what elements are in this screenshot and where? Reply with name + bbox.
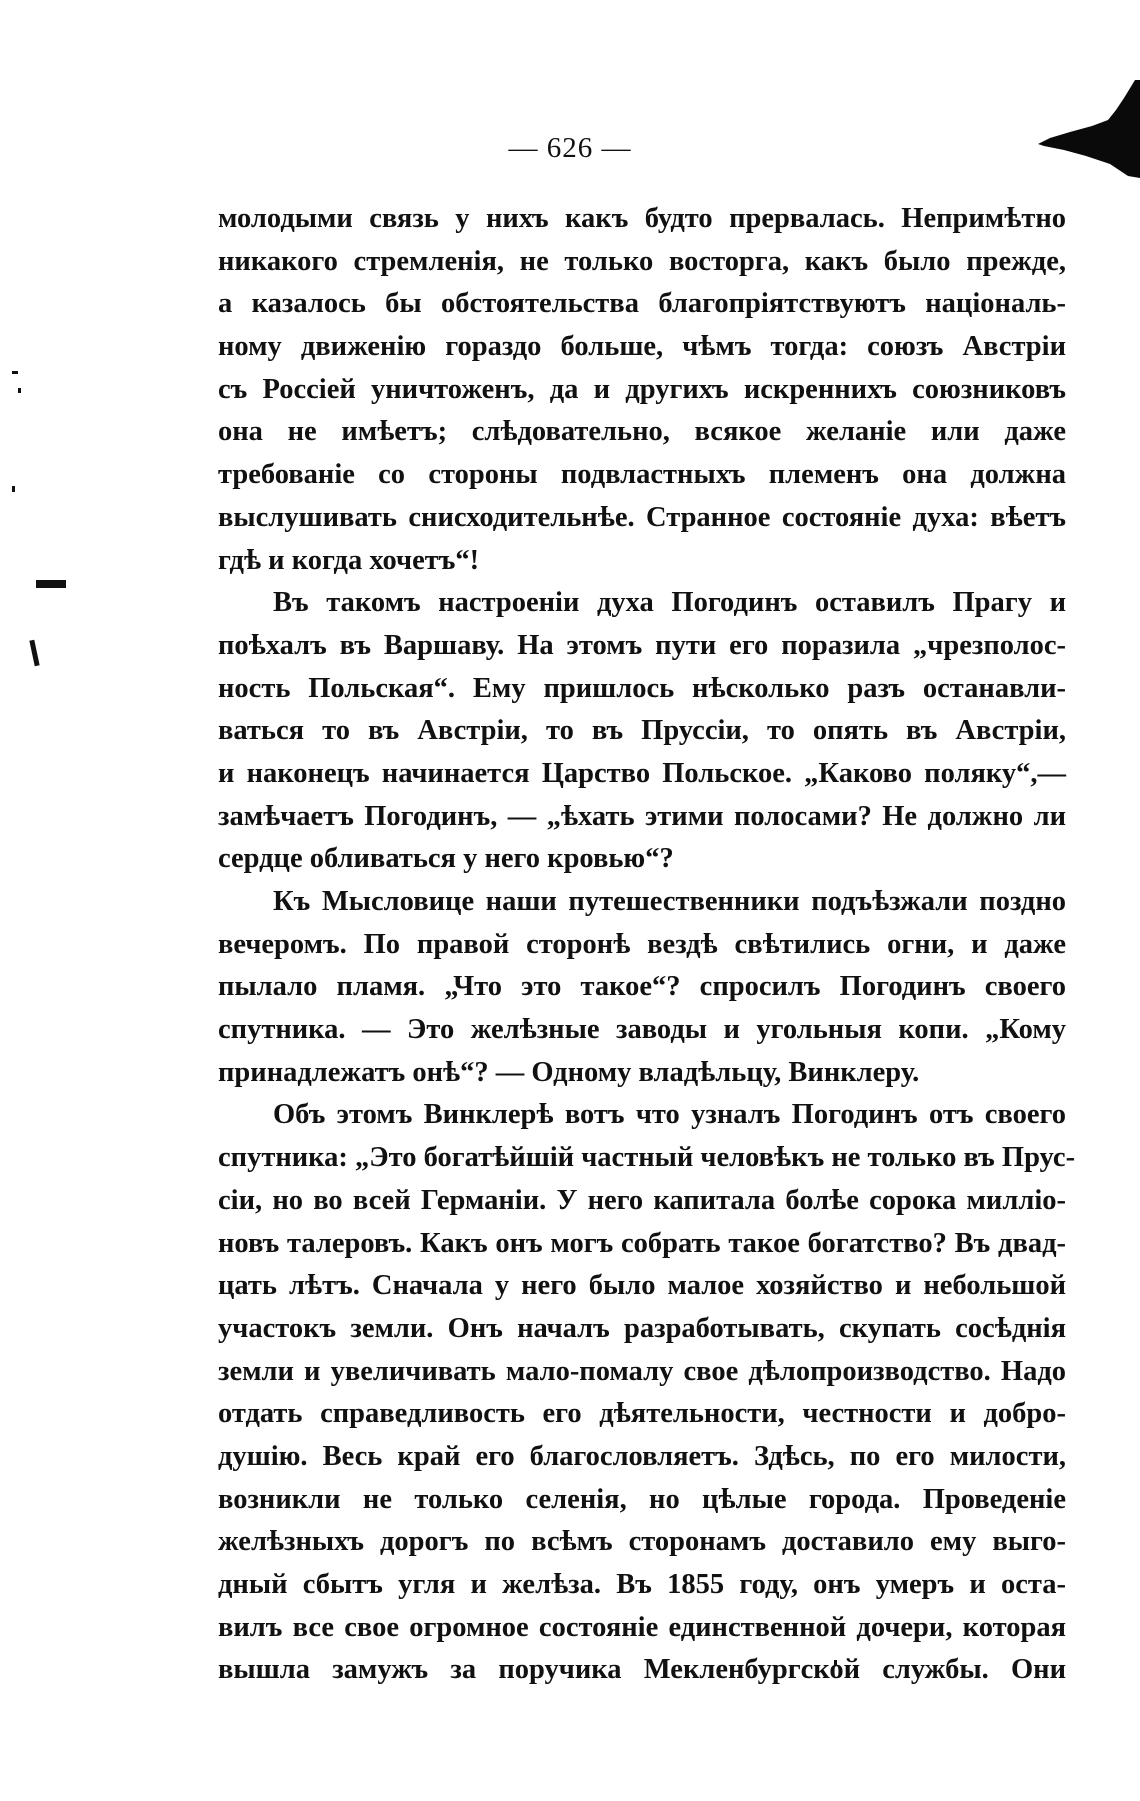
page-number: — 626 — <box>508 132 632 164</box>
text-line: желѣзныхъ дорогъ по всѣмъ сторонамъ доставило ему выго- <box>218 1526 1066 1558</box>
text-line: ному движенію гораздо больше, чѣмъ тогда: союзъ Австріи <box>218 331 1066 363</box>
text-line: вышла замужъ за поручика Мекленбургской службы. Они <box>218 1654 1066 1686</box>
margin-mark <box>29 640 39 666</box>
text-line: отдать справедливость его дѣятельности, честности и добро- <box>218 1398 1066 1430</box>
margin-mark <box>12 486 15 492</box>
text-line: ность Польская“. Ему пришлось нѣсколько разъ останавли- <box>218 672 1066 704</box>
margin-mark <box>12 371 18 374</box>
text-line: спутника. — Это желѣзные заводы и угольныя копи. „Кому <box>218 1014 1066 1046</box>
ink-blot <box>1000 80 1140 180</box>
text-line: новъ талеровъ. Какъ онъ могъ собрать такое богатство? Въ двад- <box>218 1227 1066 1259</box>
text-line: дный сбытъ угля и желѣза. Въ 1855 году, онъ умеръ и оста- <box>218 1569 1066 1600</box>
body-text <box>218 198 1076 1692</box>
text-line: сіи, но во всей Германіи. У него капитала болѣе сорока милліо- <box>218 1184 1066 1216</box>
text-line: участокъ земли. Онъ началъ разработывать, скупать сосѣднія <box>218 1312 1066 1344</box>
margin-mark <box>36 580 66 588</box>
text-line: Въ такомъ настроеніи духа Погодинъ оставилъ Прагу и <box>273 587 1066 619</box>
text-line: ваться то въ Австріи, то въ Пруссіи, то опять въ Австріи, <box>218 715 1066 747</box>
text-line: Объ этомъ Винклерѣ вотъ что узналъ Погодинъ отъ своего <box>273 1099 1066 1131</box>
text-line: сердце обливаться у него кровью“? <box>218 843 674 875</box>
text-line: принадлежатъ онѣ“? — Одному владѣльцу, Винклеру. <box>218 1056 920 1088</box>
text-line: и наконецъ начинается Царство Польское. „Каково поляку“,— <box>218 757 1066 789</box>
text-line: съ Россіей уничтоженъ, да и другихъ искреннихъ союзниковъ <box>218 373 1066 405</box>
text-line: молодыми связь у нихъ какъ будто прервалась. Непримѣтно <box>218 203 1066 234</box>
text-line: никакого стремленія, не только восторга, какъ было прежде, <box>218 245 1066 277</box>
margin-mark <box>18 388 21 393</box>
text-line: пылало пламя. „Что это такое“? спросилъ Погодинъ своего <box>218 971 1066 1003</box>
text-line: цать лѣтъ. Сначала у него было малое хозяйство и небольшой <box>218 1270 1066 1302</box>
text-line: Къ Мысловице наши путешественники подъѣзжали поздно <box>273 886 1066 917</box>
text-line: она не имѣетъ; слѣдовательно, всякое желаніе или даже <box>218 416 1066 448</box>
text-line: требованіе со стороны подвластныхъ племенъ она должна <box>218 459 1066 491</box>
text-line: выслушивать снисходительнѣе. Странное состояніе духа: вѣетъ <box>218 501 1066 533</box>
text-line: гдѣ и когда хочетъ“! <box>218 544 480 576</box>
text-line: поѣхалъ въ Варшаву. На этомъ пути его поразила „чрезполос- <box>218 629 1066 661</box>
text-line: замѣчаетъ Погодинъ, — „ѣхать этими полосами? Не должно ли <box>218 800 1066 832</box>
text-line: земли и увеличивать мало-помалу свое дѣлопроизводство. Надо <box>218 1355 1066 1387</box>
text-line: а казалось бы обстоятельства благопріятствуютъ національ- <box>218 288 1066 320</box>
text-line: вечеромъ. По правой сторонѣ вездѣ свѣтились огни, и даже <box>218 928 1066 960</box>
text-line: спутника: „Это богатѣйшій частный человѣкъ не только въ Прус- <box>218 1142 1076 1174</box>
text-line: возникли не только селенія, но цѣлые города. Проведеніе <box>218 1483 1066 1515</box>
text-line: вилъ все свое огромное состояніе единственной дочери, которая <box>218 1611 1066 1643</box>
text-line: душію. Весь край его благословляетъ. Здѣсь, по его милости, <box>218 1440 1066 1472</box>
